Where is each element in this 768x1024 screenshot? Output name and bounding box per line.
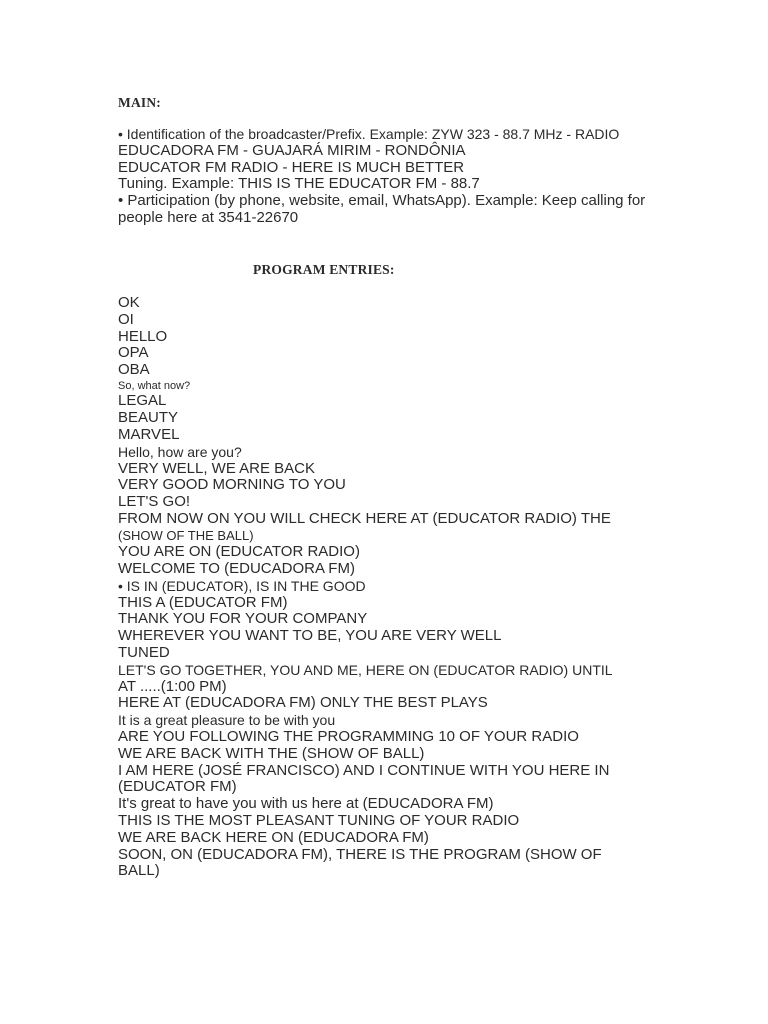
entry-line: • IS IN (EDUCATOR), IS IN THE GOOD xyxy=(118,577,366,594)
entry-line: WHEREVER YOU WANT TO BE, YOU ARE VERY WELL xyxy=(118,627,502,645)
entry-line: So, what now? xyxy=(118,379,191,392)
entry-line: Hello, how are you? xyxy=(118,443,242,460)
entry-line: LET'S GO TOGETHER, YOU AND ME, HERE ON (EDUCATOR RADIO) UNTIL xyxy=(118,661,613,678)
main-heading: MAIN: xyxy=(118,95,161,110)
main-line: people here at 3541-22670 xyxy=(118,208,299,226)
entry-line: YOU ARE ON (EDUCATOR RADIO) xyxy=(118,543,360,561)
entry-line: It is a great pleasure to be with you xyxy=(118,712,336,729)
entry-line: (SHOW OF THE BALL) xyxy=(118,527,254,543)
entry-line: LEGAL xyxy=(118,392,167,410)
entry-line: BALL) xyxy=(118,862,160,880)
entry-line: WE ARE BACK WITH THE (SHOW OF BALL) xyxy=(118,744,425,762)
entry-line: MARVEL xyxy=(118,426,180,444)
main-line: EDUCADORA FM - GUAJARÁ MIRIM - RONDÔNIA xyxy=(118,141,466,159)
entry-line: THIS IS THE MOST PLEASANT TUNING OF YOUR RADIO xyxy=(118,811,520,829)
entry-line: (EDUCATOR FM) xyxy=(118,778,237,796)
entry-line: VERY WELL, WE ARE BACK xyxy=(118,459,316,477)
main-section xyxy=(118,126,678,227)
main-line: • Identification of the broadcaster/Prefix. Example: ZYW 323 - 88.7 MHz - RADIO xyxy=(118,126,620,142)
entry-line: SOON, ON (EDUCADORA FM), THERE IS THE PROGRAM (SHOW OF xyxy=(118,845,602,863)
entry-line: HERE AT (EDUCADORA FM) ONLY THE BEST PLAYS xyxy=(118,694,488,712)
entry-line: OK xyxy=(118,294,140,311)
entry-line: AT .....(1:00 PM) xyxy=(118,677,227,695)
entry-line: OI xyxy=(118,310,134,328)
entry-line: LET'S GO! xyxy=(118,493,191,511)
entry-line: FROM NOW ON YOU WILL CHECK HERE AT (EDUCATOR RADIO) THE xyxy=(118,510,611,528)
entry-line: I AM HERE (JOSÉ FRANCISCO) AND I CONTINUE WITH YOU HERE IN xyxy=(118,761,610,779)
entry-line: THIS A (EDUCATOR FM) xyxy=(118,593,288,611)
program-entries-list xyxy=(118,295,678,880)
entry-line: HELLO xyxy=(118,327,168,345)
entry-line: TUNED xyxy=(118,643,170,661)
main-line: • Participation (by phone, website, email, WhatsApp). Example: Keep calling for xyxy=(118,192,646,210)
entry-line: OBA xyxy=(118,361,150,379)
entry-line: WELCOME TO (EDUCADORA FM) xyxy=(118,559,355,577)
entry-line: It's great to have you with us here at (EDUCADORA FM) xyxy=(118,795,494,813)
entry-line: WE ARE BACK HERE ON (EDUCADORA FM) xyxy=(118,828,429,846)
main-line: Tuning. Example: THIS IS THE EDUCATOR FM - 88.7 xyxy=(118,175,480,193)
entry-line: OPA xyxy=(118,344,149,362)
entry-line: THANK YOU FOR YOUR COMPANY xyxy=(118,610,368,628)
program-entries-heading: PROGRAM ENTRIES: xyxy=(253,262,395,277)
entry-line: BEAUTY xyxy=(118,409,179,427)
main-line: EDUCATOR FM RADIO - HERE IS MUCH BETTER xyxy=(118,158,465,176)
entry-line: VERY GOOD MORNING TO YOU xyxy=(118,476,346,494)
entry-line: ARE YOU FOLLOWING THE PROGRAMMING 10 OF YOUR RADIO xyxy=(118,727,579,745)
